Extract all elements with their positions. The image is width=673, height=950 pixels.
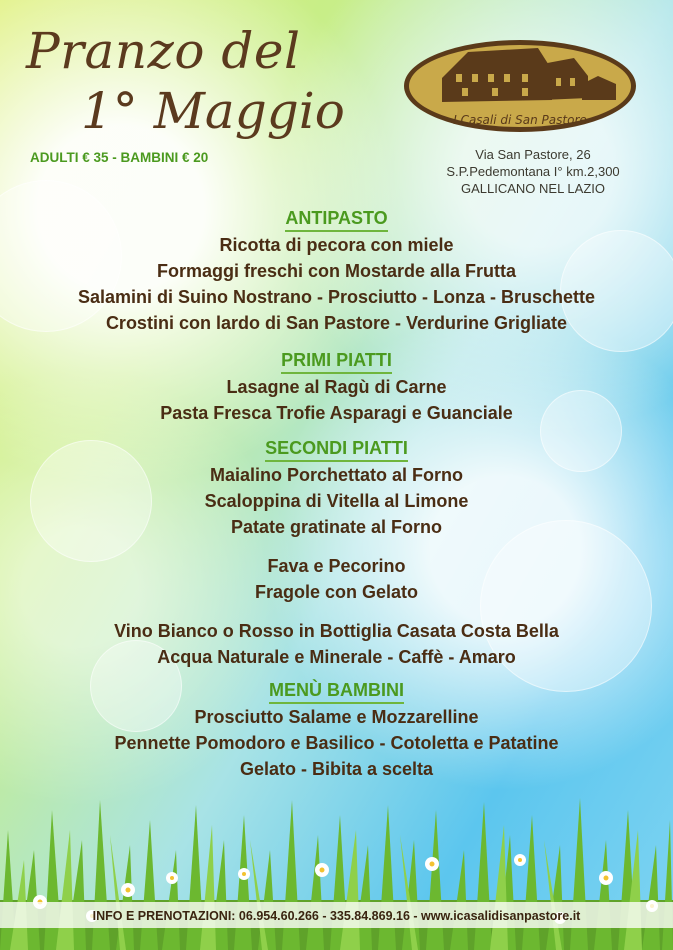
- menu-item: Salamini di Suino Nostrano - Prosciutto - Lonza - Bruschette: [77, 287, 596, 307]
- daisy-icon: [315, 863, 329, 877]
- menu-item: Ricotta di pecora con miele: [219, 235, 454, 255]
- menu-item: Gelato - Bibita a scelta: [239, 759, 434, 779]
- section-title: ANTIPASTO: [285, 208, 387, 232]
- menu-item: Pennette Pomodoro e Basilico - Cotoletta e Patatine: [114, 733, 559, 753]
- section-title: MENÙ BAMBINI: [269, 680, 404, 704]
- menu-item: Vino Bianco o Rosso in Bottiglia Casata Costa Bella: [114, 621, 559, 641]
- event-title: [26, 22, 346, 140]
- section-title: SECONDI PIATTI: [265, 438, 408, 462]
- logo-text: I Casali di San Pastore: [453, 113, 587, 127]
- address-street: Via San Pastore, 26: [475, 147, 591, 162]
- menu-item: Prosciutto Salame e Mozzarelline: [194, 707, 479, 727]
- section-title: PRIMI PIATTI: [281, 350, 392, 374]
- section-bambini: [0, 680, 673, 782]
- menu-item: Fava e Pecorino: [267, 556, 406, 576]
- menu-item: Lasagne al Ragù di Carne: [226, 377, 447, 397]
- title-line-1: Pranzo del: [26, 22, 301, 80]
- grass-decoration: [0, 790, 673, 950]
- daisy-icon: [514, 854, 526, 866]
- address-road: S.P.Pedemontana I° km.2,300: [446, 164, 620, 179]
- daisy-icon: [238, 868, 250, 880]
- menu-item: Pasta Fresca Trofie Asparagi e Guanciale: [160, 403, 513, 423]
- restaurant-logo: [402, 38, 638, 134]
- section-antipasto: [0, 208, 673, 336]
- section-dessert: [0, 553, 673, 605]
- menu-item: Fragole con Gelato: [254, 582, 419, 602]
- menu-item: Formaggi freschi con Mostarde alla Frutta: [156, 261, 517, 281]
- menu-item: Crostini con lardo di San Pastore - Verdurine Grigliate: [105, 313, 568, 333]
- address-town: GALLICANO NEL LAZIO: [460, 181, 605, 196]
- section-primi: [0, 350, 673, 426]
- address-block: [430, 146, 636, 197]
- price-info: ADULTI € 35 - BAMBINI € 20: [30, 150, 209, 165]
- daisy-icon: [425, 857, 439, 871]
- menu-item: Scaloppina di Vitella al Limone: [204, 491, 469, 511]
- menu-item: Patate gratinate al Forno: [230, 517, 443, 537]
- daisy-icon: [121, 883, 135, 897]
- daisy-icon: [599, 871, 613, 885]
- daisy-icon: [166, 872, 178, 884]
- section-bevande: [0, 618, 673, 670]
- contact-footer: INFO E PRENOTAZIONI: 06.954.60.266 - 335.84.869.16 - www.icasalidisanpastore.it: [92, 909, 581, 923]
- section-secondi: [0, 438, 673, 540]
- menu: [0, 208, 673, 782]
- menu-item: Acqua Naturale e Minerale - Caffè - Amaro: [157, 647, 516, 667]
- menu-item: Maialino Porchettato al Forno: [209, 465, 464, 485]
- title-line-2: 1° Maggio: [81, 82, 345, 140]
